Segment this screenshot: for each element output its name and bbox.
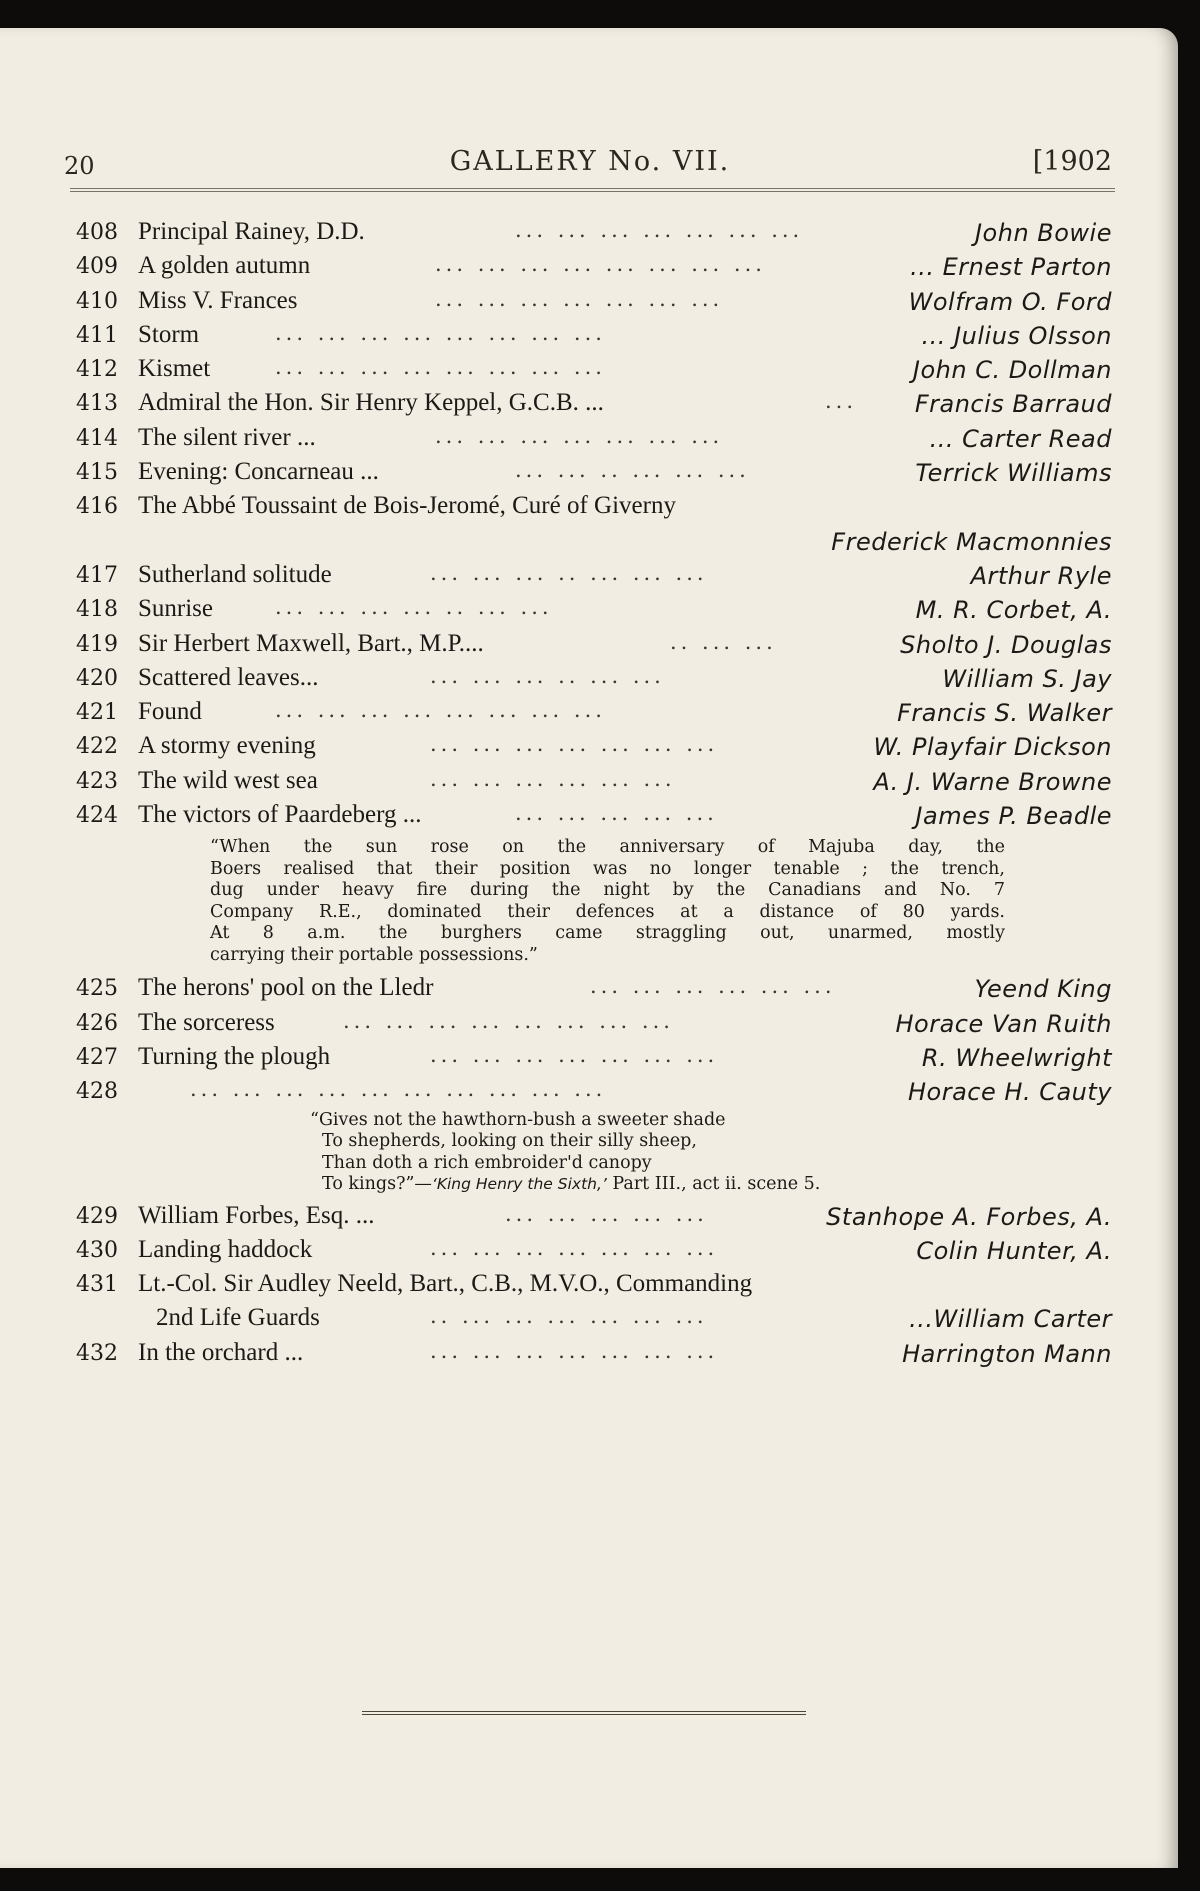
entry-number: 425 (76, 976, 118, 1002)
entry-number: 416 (76, 494, 118, 520)
quote-line (310, 1174, 1005, 1196)
entry-number: 412 (76, 357, 118, 383)
entry-title: Found (138, 698, 202, 726)
entry-title: Sir Herbert Maxwell, Bart., M.P.... (138, 629, 484, 657)
entry-artist: John Bowie (974, 219, 1112, 247)
entry-title: Evening: Concarneau ... (138, 458, 379, 486)
entry-title: The Abbé Toussaint de Bois-Jeromé, Curé of Giverny (138, 492, 676, 520)
entry-number: 417 (76, 562, 118, 588)
entry-number: 429 (76, 1203, 118, 1229)
quote-line: Boers realised that their position was no longer tenable ; the trench, (210, 858, 1005, 879)
entry-title: The sorceress (138, 1008, 275, 1036)
entry-row (60, 250, 1120, 284)
entry-row (60, 285, 1120, 319)
entry-title: The silent river ... (138, 423, 316, 451)
entry-artist: Stanhope A. Forbes, A. (826, 1202, 1112, 1231)
entry-number: 423 (76, 768, 118, 794)
entry-title: Turning the plough (138, 1042, 331, 1070)
entry-row (60, 387, 1120, 421)
leader-dots: ... ... ... ... ... ... ... (435, 286, 724, 311)
leader-dots: ... ... ... ... ... ... (430, 766, 676, 791)
quote-citation: Part III., act ii. scene 5. (606, 1174, 821, 1195)
quote-line: To shepherds, looking on their silly sheep, (322, 1131, 697, 1152)
closing-rule (362, 1711, 806, 1715)
leader-dots: ... ... ... ... ... ... ... ... (275, 355, 606, 380)
catalogue-page (0, 28, 1178, 1868)
entry-title: Principal Rainey, D.D. (138, 218, 365, 245)
entry-number: 413 (76, 391, 118, 417)
quote-line: “When the sun rose on the anniversary of Majuba day, the (210, 837, 1005, 858)
entry-title: 2nd Life Guards (156, 1304, 320, 1332)
entry-row (60, 730, 1120, 764)
leader-dots: ... ... ... .. ... ... ... (430, 560, 708, 585)
entry-artist: Frederick Macmonnies (831, 527, 1112, 556)
entry-number: 418 (76, 597, 118, 623)
entry-title: The herons' pool on the Lledr (138, 974, 434, 1002)
entry-number: 410 (76, 288, 118, 314)
entry-number: 419 (76, 631, 118, 657)
entry-row (60, 216, 1120, 250)
entry-title: A golden autumn (138, 252, 311, 280)
leader-dots: .. ... ... (670, 629, 777, 654)
leader-dots: ... ... ... ... ... ... ... ... ... ... (190, 1077, 607, 1102)
entry-artist: Colin Hunter, A. (916, 1236, 1112, 1265)
entry-title: William Forbes, Esq. ... (138, 1201, 375, 1229)
entry-title: Kismet (138, 355, 211, 383)
entry-number: 426 (76, 1010, 118, 1036)
catalogue-entries (60, 216, 1120, 1371)
entry-row (60, 1234, 1120, 1268)
leader-dots: ... ... ... ... ... ... ... (430, 1235, 719, 1260)
entry-artist: W. Playfair Dickson (873, 733, 1112, 762)
leader-dots: ... ... ... ... ... ... (590, 974, 836, 999)
entry-number: 428 (76, 1079, 118, 1105)
entry-number: 430 (76, 1237, 118, 1263)
leader-dots: ... (825, 389, 858, 414)
page-year: [1902 (1032, 146, 1112, 177)
entry-row (60, 353, 1120, 387)
page-title: GALLERY No. VII. (449, 146, 731, 177)
entry-number: 411 (76, 322, 118, 348)
entry-row (60, 456, 1120, 490)
entry-number: 427 (76, 1044, 118, 1070)
page-header (60, 138, 1120, 182)
entry-row (60, 422, 1120, 456)
entry-row (60, 1041, 1120, 1075)
leader-dots: ... ... ... ... ... ... ... (430, 1338, 719, 1363)
leader-dots: ... ... ... ... ... ... ... ... (435, 252, 766, 277)
entry-artist: Arthur Ryle (970, 561, 1112, 590)
entry-artist: Sholto J. Douglas (900, 630, 1112, 659)
header-rule (70, 188, 1115, 192)
leader-dots: ... ... ... ... ... ... ... ... (275, 320, 606, 345)
entry-row (60, 1200, 1120, 1234)
quote-line: Company R.E., dominated their defences at a distance of 80 yards. (210, 901, 1005, 922)
leader-dots: ... ... ... ... ... ... ... (435, 423, 724, 448)
entry-row (60, 1268, 1120, 1302)
leader-dots: ... ... ... ... ... ... ... (430, 732, 719, 757)
entry-row (60, 662, 1120, 696)
entry-number: 408 (76, 220, 118, 245)
entry-artist: Horace H. Cauty (908, 1078, 1112, 1107)
entry-artist: Horace Van Ruith (895, 1009, 1112, 1038)
entry-number: 422 (76, 734, 118, 760)
entry-title: Scattered leaves... (138, 663, 319, 691)
entry-row (60, 593, 1120, 627)
entry-title: Admiral the Hon. Sir Henry Keppel, G.C.B. ... (138, 389, 604, 417)
entry-number: 424 (76, 803, 118, 829)
entry-row (60, 628, 1120, 662)
entry-row (60, 696, 1120, 730)
entry-title: Miss V. Frances (138, 286, 298, 314)
entry-artist: A. J. Warne Browne (873, 767, 1112, 796)
quote-line: At 8 a.m. the burghers came straggling out, unarmed, mostly (210, 923, 1005, 944)
leader-dots: ... ... ... .. ... ... (430, 663, 665, 688)
entry-row (60, 319, 1120, 353)
entry-title: The victors of Paardeberg ... (138, 801, 422, 829)
entry-artist: Francis S. Walker (897, 699, 1112, 728)
entry-row (60, 559, 1120, 593)
leader-dots: .. ... ... ... ... ... ... (430, 1304, 708, 1329)
quote-line: “Gives not the hawthorn-bush a sweeter shade (310, 1109, 726, 1130)
entry-artist: M. R. Corbet, A. (915, 596, 1112, 625)
entry-artist: Francis Barraud (914, 390, 1112, 419)
quote-line: carrying their portable possessions.” (210, 944, 538, 965)
entry-artist: ... Ernest Parton (910, 253, 1112, 282)
page-number: 20 (64, 152, 95, 180)
entry-artist: John C. Dollman (912, 356, 1112, 385)
entry-artist: Wolfram O. Ford (908, 287, 1112, 316)
entry-title: Landing haddock (138, 1235, 313, 1263)
quote-line: dug under heavy fire during the night by the Canadians and No. 7 (210, 880, 1005, 901)
entry-number: 431 (76, 1272, 118, 1298)
leader-dots: ... ... .. ... ... ... (515, 458, 750, 483)
entry-artist: Harrington Mann (902, 1339, 1112, 1368)
leader-dots: ... ... ... ... ... (505, 1201, 708, 1226)
leader-dots: ... ... ... ... ... ... ... (430, 1042, 719, 1067)
leader-dots: ... ... ... ... ... (515, 801, 718, 826)
leader-dots: ... ... ... ... .. ... ... (275, 595, 553, 620)
leader-dots: ... ... ... ... ... ... ... ... (343, 1008, 674, 1033)
entry-row (60, 1075, 1120, 1109)
entry-artist: R. Wheelwright (921, 1043, 1112, 1072)
entry-row-continuation (60, 525, 1120, 559)
entry-artist: Terrick Williams (915, 459, 1112, 488)
paardeberg-quote (210, 837, 1005, 966)
entry-number: 414 (76, 425, 118, 451)
entry-row (60, 799, 1120, 833)
entry-artist: ... Julius Olsson (921, 321, 1112, 350)
entry-row (60, 765, 1120, 799)
quote-source: ‘King Henry the Sixth,’ (431, 1175, 607, 1194)
entry-artist: ...William Carter (909, 1305, 1112, 1334)
leader-dots: ... ... ... ... ... ... ... (515, 218, 804, 242)
entry-title: Sutherland solitude (138, 560, 332, 588)
entry-title: The wild west sea (138, 766, 318, 794)
entry-row (60, 490, 1120, 524)
entry-title: Storm (138, 320, 200, 348)
entry-artist: James P. Beadle (915, 802, 1112, 831)
entry-row-continuation (60, 1302, 1120, 1336)
entry-title: Sunrise (138, 595, 213, 623)
entry-number: 420 (76, 665, 118, 691)
entry-artist: William S. Jay (942, 664, 1112, 693)
entry-title: A stormy evening (138, 732, 316, 760)
entry-number: 409 (76, 254, 118, 280)
entry-number: 415 (76, 460, 118, 486)
entry-number: 421 (76, 700, 118, 726)
quote-line: Than doth a rich embroider'd canopy (322, 1152, 652, 1173)
henry-vi-quote (310, 1110, 1005, 1196)
entry-row (60, 972, 1120, 1006)
entry-artist: ... Carter Read (929, 424, 1112, 453)
entry-title: Lt.-Col. Sir Audley Neeld, Bart., C.B., M.V.O., Commanding (138, 1270, 753, 1298)
entry-title: In the orchard ... (138, 1338, 304, 1366)
leader-dots: ... ... ... ... ... ... ... ... (275, 698, 606, 723)
quote-text: To kings?”— (322, 1174, 432, 1195)
entry-row (60, 1337, 1120, 1371)
entry-number: 432 (76, 1340, 118, 1366)
entry-artist: Yeend King (974, 975, 1112, 1004)
entry-row (60, 1007, 1120, 1041)
